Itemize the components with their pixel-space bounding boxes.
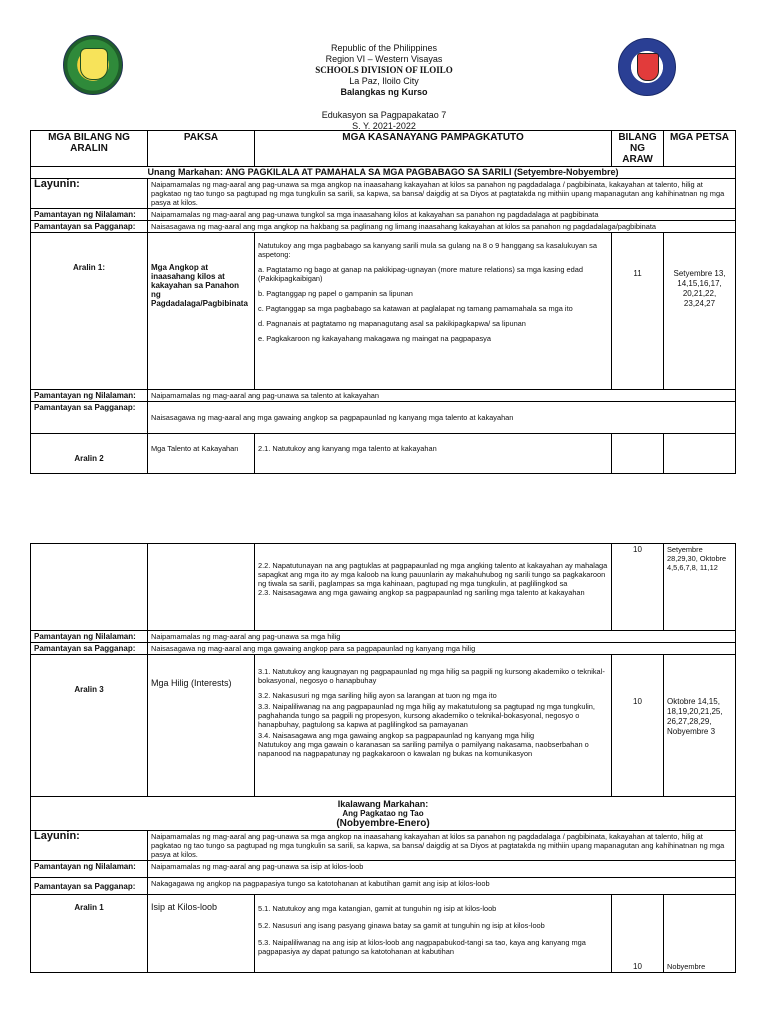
aralin-3-comp-5: Natutukoy ang mga gawain o karanasan sa sariling pamilya o pamilyang nakasama, naobserbahan o napanood na nagpapatunay ng pagkakaroon o kawalan ng bukas na komunikasyon <box>258 740 589 758</box>
aralin-2-comp-1: 2.1. Natutukoy ang kanyang mga talento at kakayahan <box>255 434 612 474</box>
aralin-3-paksa: Mga Hilig (Interests) <box>148 655 255 797</box>
q2-aralin-1-competencies <box>255 895 612 973</box>
doc-title: Balangkas ng Kurso <box>340 87 428 97</box>
aralin-3-comp-3: 3.3. Naipaliliwanag na ang pagpapaunlad ng mga hilig ay makatutulong sa pagtupad ng mga tungkulin, paghahanda tungo sa pagpili ng propesyon, kursong akademiko o teknikal-bokasyonal, negosyo o hanapbuhay, pagtulong sa kapwa at paglilingkod sa pamayanan <box>258 702 595 729</box>
city-line: La Paz, Iloilo City <box>349 76 419 86</box>
aralin-2-cont-paksa <box>148 544 255 631</box>
aralin-3-comp-1: 3.1. Natutukoy ang kaugnayan ng pagpapaunlad ng mga hilig sa pagpili ng kursong akademiko o teknikal-bokasyonal, negosyo o hanapbuhay <box>258 667 605 685</box>
q1-nilalaman-2: Naipamamalas ng mag-aaral ang pag-unawa sa talento at kakayahan <box>148 390 736 402</box>
aralin-3-comp-2: 3.2. Nakasusuri ng mga sariling hilig ayon sa larangan at tuon ng mga ito <box>258 691 497 700</box>
aralin-2-dates: Setyembre 28,29,30, Oktobre 4,5,6,7,8, 11,12 <box>664 544 736 631</box>
country-line: Republic of the Philippines <box>330 43 438 53</box>
nilalaman-label: Pamantayan ng Nilalaman: <box>31 390 148 402</box>
q1-pagganap-2: Naisasagawa ng mag-aaral ang mga gawaing angkop sa pagpapaunlad ng kanyang mga talento at kakayahan <box>148 402 736 434</box>
aralin-3-days: 10 <box>612 655 664 797</box>
q2-comp-1: 5.1. Natutukoy ang mga katangian, gamit at tunguhin ng isip at kilos-loob <box>258 904 497 913</box>
aralin-1-paksa: Mga Angkop at inaasahang kilos at kakayahan sa Panahon ng Pagdadalaga/Pagbibinata <box>148 233 255 390</box>
q2-aralin-1-label: Aralin 1 <box>31 895 148 973</box>
quarter1-title: Unang Markahan: ANG PAGKILALA AT PAMAHALA SA MGA PAGBABAGO SA SARILI (Setyembre-Nobyembre) <box>31 167 736 179</box>
q1-nilalaman-1: Naipamamalas ng mag-aaral ang pag-unawa tungkol sa mga inaasahang kilos at kakayahan sa panahon ng pagdadalaga at pagbibinata <box>148 209 736 221</box>
division-line: SCHOOLS DIVISION OF ILOILO <box>315 65 453 75</box>
nilalaman-label: Pamantayan ng Nilalaman: <box>31 861 148 878</box>
aralin-2-cont-label <box>31 544 148 631</box>
quarter2-range: (Nobyembre-Enero) <box>336 818 430 829</box>
aralin-2-days-empty <box>612 434 664 474</box>
school-year: S. Y. 2021-2022 <box>352 121 416 131</box>
q2-aralin-1-dates: Nobyembre <box>664 895 736 973</box>
layunin-label: Layunin: <box>31 179 148 209</box>
col-aralin: MGA BILANG NG ARALIN <box>31 131 148 167</box>
q1-pagganap-3: Naisasagawa ng mag-aaral ang mga gawaing angkop para sa pagpapaunlad ng kanyang mga hilig <box>148 643 736 655</box>
quarter2-title: Ikalawang Markahan: <box>337 799 429 809</box>
aralin-2-label: Aralin 2 <box>31 434 148 474</box>
aralin-1-item-b: b. Pagtanggap ng papel o gampanin sa lipunan <box>258 289 413 298</box>
q2-comp-3: 5.3. Naipaliliwanag na ang isip at kilos-loob ang nagpapabukod-tangi sa tao, kaya ang kanyang mga pagpapasiya ay dapat patungo sa katotohanan at kabutihan <box>258 938 586 956</box>
aralin-1-label: Aralin 1: <box>31 233 148 390</box>
quarter2-heading <box>31 797 736 831</box>
aralin-2-comp-2: 2.2. Napatutunayan na ang pagtuklas at pagpapaunlad ng mga angking talento at kakayahan ay mahalaga sapagkat ang mga ito ay mga kaloob na kung pauunlarin ay makahuhubog ng sarili tungo sa pagkakaroon ng tiwala sa sarili, paglampas sa mga kahinaan, pagtupad ng mga tungkulin, at paglilingkod sa <box>258 561 608 588</box>
aralin-1-item-a: a. Pagtatamo ng bago at ganap na pakikipag-ugnayan (more mature relations) sa mga kasing edad (Pakikipagkaibigan) <box>258 265 583 283</box>
aralin-1-competencies <box>255 233 612 390</box>
col-paksa: PAKSA <box>148 131 255 167</box>
aralin-1-intro: Natutukoy ang mga pagbabago sa kanyang sarili mula sa gulang na 8 o 9 hanggang sa kasalukuyan sa aspetong: <box>258 241 597 259</box>
col-kasanayan: MGA KASANAYANG PAMPAGKATUTO <box>255 131 612 167</box>
aralin-3-comp-4: 3.4. Naisasagawa ang mga gawaing angkop sa pagpapaunlad ng kanyang mga hilig <box>258 731 535 740</box>
aralin-2-days: 10 <box>612 544 664 631</box>
curriculum-table-page2 <box>30 543 736 973</box>
q2-comp-2: 5.2. Nasusuri ang isang pasyang ginawa batay sa gamit at tunguhin ng isip at kilos-loob <box>258 921 545 930</box>
aralin-1-days: 11 <box>612 233 664 390</box>
pagganap-label: Pamantayan sa Pagganap: <box>31 402 148 434</box>
col-araw: BILANG NG ARAW <box>612 131 664 167</box>
pagganap-label: Pamantayan sa Pagganap: <box>31 643 148 655</box>
aralin-2-comp-3: 2.3. Naisasagawa ang mga gawaing angkop sa pagpapaunlad ng sariling mga talento at kakayahan <box>258 588 585 597</box>
aralin-3-label: Aralin 3 <box>31 655 148 797</box>
aralin-1-item-c: c. Pagtanggap sa mga pagbabago sa katawan at paglalapat ng tamang pamamahala sa mga ito <box>258 304 573 313</box>
col-petsa: MGA PETSA <box>664 131 736 167</box>
q1-nilalaman-3: Naipamamalas ng mag-aaral ang pag-unawa sa mga hilig <box>148 631 736 643</box>
aralin-2-dates-empty <box>664 434 736 474</box>
aralin-3-competencies <box>255 655 612 797</box>
q2-aralin-1-days: 10 <box>612 895 664 973</box>
aralin-1-item-d: d. Pagnanais at pagtatamo ng mapanagutang asal sa pakikipagkapwa/ sa lipunan <box>258 319 526 328</box>
q2-layunin-text: Naipamamalas ng mag-aaral ang pag-unawa sa mga angkop na inaasahang kakayahan at kilos sa panahon ng pagdadalaga / pagbibinata, kakayahan at talento, hilig at pagkatao ng tao tungo sa pagtupad ng mga tungkulin sa sarili, sa kapwa, sa bansa/ daigdig at sa Diyos at pagtatakda ng mithiin upang mapanagutan ang kahihinatnan ng mga pasya at kilos. <box>148 831 736 861</box>
aralin-3-dates: Oktobre 14,15, 18,19,20,21,25, 26,27,28,29, Nobyembre 3 <box>664 655 736 797</box>
q1-layunin-text: Naipamamalas ng mag-aaral ang pag-unawa sa mga angkop na inaasahang kakayahan at kilos sa panahon ng pagdadalaga / pagbibinata, kakayahan at talento, hilig at pagkatao ng tao tungo sa pagtupad ng mga tungkulin sa sarili, sa kapwa, sa bansa/ daigdig at sa Diyos at pagtatakda ng mithiin upang mapanagutan ang kahihinatnan ng mga pasya at kilos. <box>148 179 736 209</box>
quarter2-subtitle: Ang Pagkatao ng Tao <box>342 809 424 818</box>
aralin-1-dates: Setyembre 13, 14,15,16,17, 20,21,22, 23,24,27 <box>664 233 736 390</box>
q1-pagganap-1: Naisasagawa ng mag-aaral ang mga angkop na hakbang sa paglinang ng limang inaasahang kakayahan at kilos sa panahon ng pagdadalaga/pagbibinata <box>148 221 736 233</box>
pagganap-label: Pamantayan sa Pagganap: <box>31 878 148 895</box>
curriculum-table-page1 <box>30 130 736 474</box>
region-line: Region VI – Western Visayas <box>325 54 443 64</box>
nilalaman-label: Pamantayan ng Nilalaman: <box>31 631 148 643</box>
aralin-1-item-e: e. Pagkakaroon ng kakayahang makagawa ng maingat na pagpapasya <box>258 334 491 343</box>
aralin-2-competencies <box>255 544 612 631</box>
q2-nilalaman: Naipamamalas ng mag-aaral ang pag-unawa sa isip at kilos-loob <box>148 861 736 878</box>
pagganap-label: Pamantayan sa Pagganap: <box>31 221 148 233</box>
layunin-label: Layunin: <box>31 831 148 861</box>
aralin-2-paksa: Mga Talento at Kakayahan <box>148 434 255 474</box>
subject-line: Edukasyon sa Pagpapakatao 7 <box>321 110 447 120</box>
q2-aralin-1-paksa: Isip at Kilos-loob <box>148 895 255 973</box>
q2-pagganap: Nakagagawa ng angkop na pagpapasiya tungo sa katotohanan at kabutihan gamit ang isip at kilos-loob <box>148 878 736 895</box>
nilalaman-label: Pamantayan ng Nilalaman: <box>31 209 148 221</box>
